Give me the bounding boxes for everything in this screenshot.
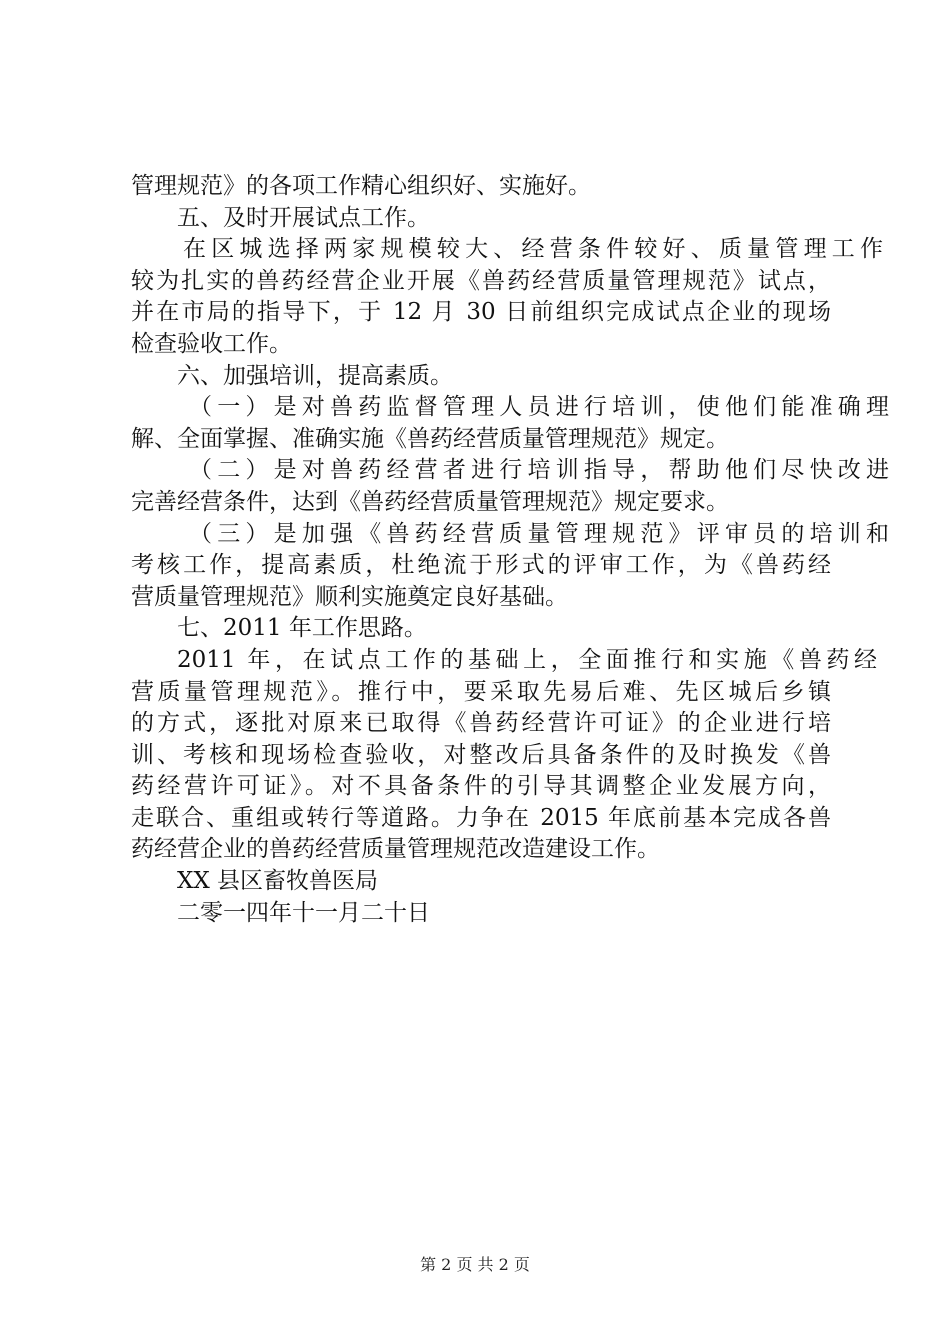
paragraph-line: 营质量管理规范》顺利实施奠定良好基础。 [131, 583, 568, 610]
paragraph-line: 药经营企业的兽药经营质量管理规范改造建设工作。 [131, 836, 660, 863]
section-heading-5: 五、及时开展试点工作。 [177, 204, 430, 231]
paragraph-line: （三）是加强《兽药经营质量管理规范》评审员的培训和 [189, 520, 889, 547]
page-footer: 第 2 页 共 2 页 [420, 1255, 530, 1274]
document-body [131, 171, 889, 929]
paragraph-line: 检查验收工作。 [131, 330, 292, 357]
paragraph-line: 较为扎实的兽药经营企业开展《兽药经营质量管理规范》试点， [131, 267, 831, 294]
paragraph-line: 解、全面掌握、准确实施《兽药经营质量管理规范》规定。 [131, 425, 729, 452]
paragraph-line: 完善经营条件，达到《兽药经营质量管理规范》规定要求。 [131, 488, 729, 515]
paragraph-line: 考核工作，提高素质，杜绝流于形式的评审工作，为《兽药经 [131, 552, 831, 579]
paragraph-line: （一）是对兽药监督管理人员进行培训，使他们能准确理 [189, 394, 889, 421]
paragraph-line: 管理规范》的各项工作精心组织好、实施好。 [131, 173, 591, 199]
section-heading-7: 七、2011 年工作思路。 [177, 615, 427, 642]
paragraph-line: 并在市局的指导下，于 12 月 30 日前组织完成试点企业的现场 [131, 299, 831, 326]
paragraph-line: 2011 年，在试点工作的基础上，全面推行和实施《兽药经 [177, 646, 877, 673]
paragraph-line: 走联合、重组或转行等道路。力争在 2015 年底前基本完成各兽 [131, 804, 831, 831]
paragraph-line: 营质量管理规范》。推行中，要采取先易后难、先区城后乡镇 [131, 678, 831, 705]
paragraph-line: 训、考核和现场检查验收，对整改后具备条件的及时换发《兽 [131, 741, 831, 768]
paragraph-line: 药经营许可证》。对不具备条件的引导其调整企业发展方向， [131, 773, 831, 800]
section-heading-6: 六、加强培训，提高素质。 [177, 362, 453, 389]
signature-organization: XX 县区畜牧兽医局 [177, 868, 379, 895]
paragraph-line: 的方式，逐批对原来已取得《兽药经营许可证》的企业进行培 [131, 710, 831, 737]
signature-date: 二零一四年十一月二十日 [177, 899, 430, 926]
paragraph-line: 在区城选择两家规模较大、经营条件较好、质量管理工作 [183, 236, 883, 263]
paragraph-line: （二）是对兽药经营者进行培训指导，帮助他们尽快改进 [189, 457, 889, 484]
